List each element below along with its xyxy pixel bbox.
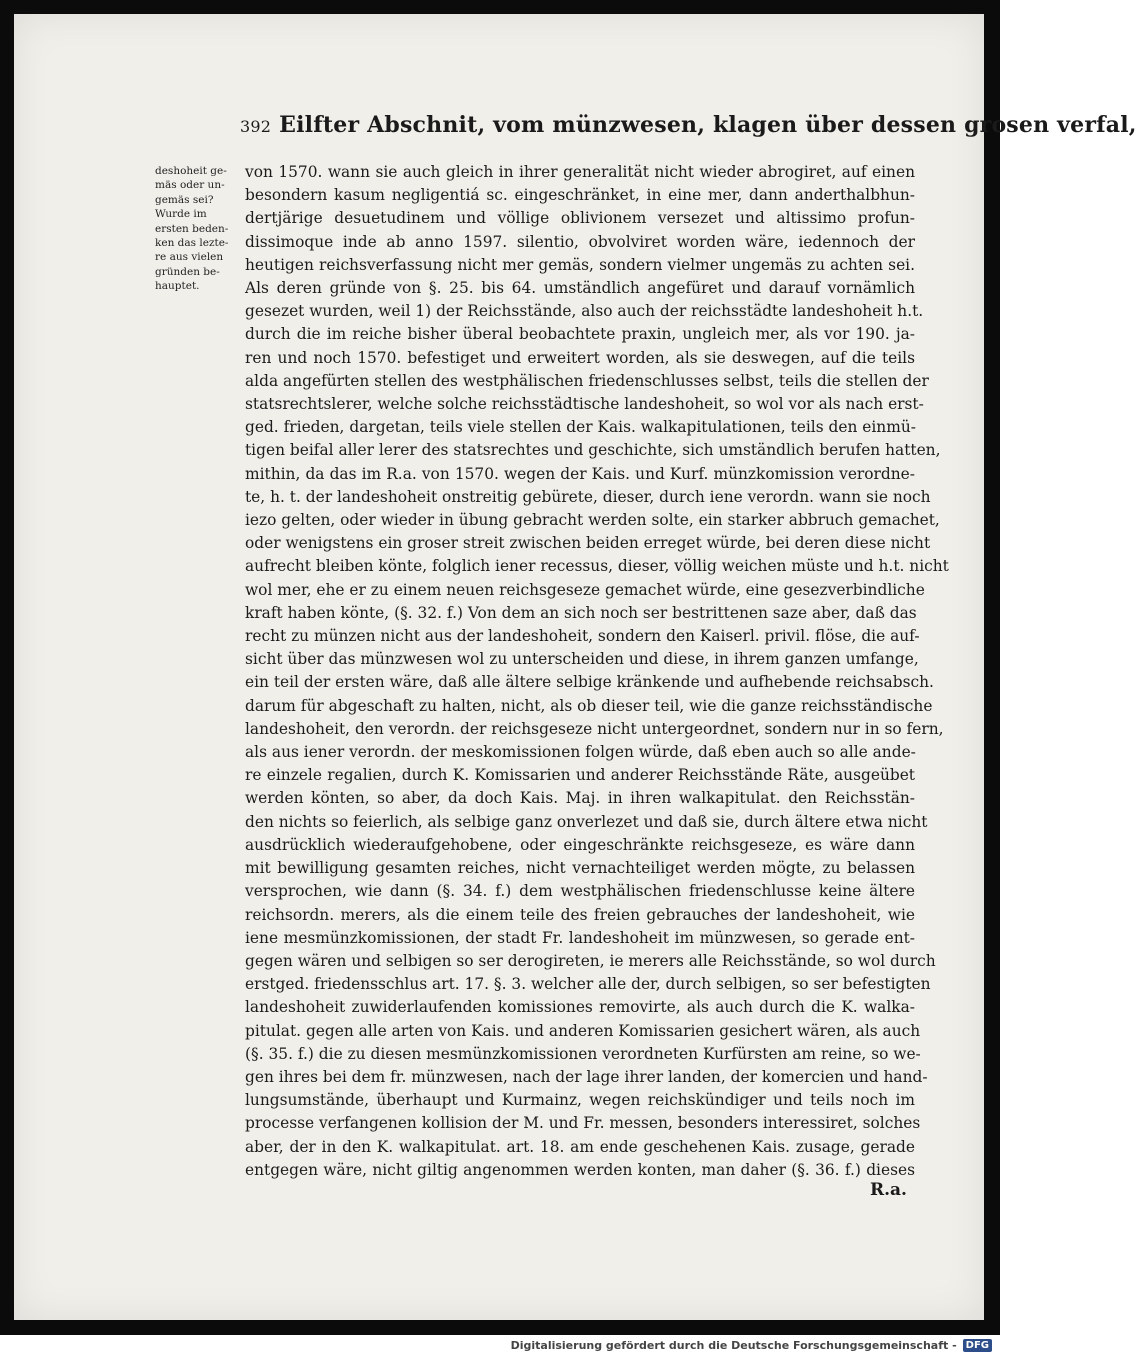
marginal-note-line: re aus vielen: [155, 251, 224, 264]
text-line: aber, der in den K. walkapitulat. art. 18. am ende geschehenen Kais. zusage, gerade: [245, 1137, 915, 1156]
text-line: gegen wären und selbigen so ser derogireten, ie merers alle Reichsstände, so wol durch: [245, 951, 936, 970]
marginal-note-line: deshoheit ge-: [155, 165, 227, 177]
text-line: aufrecht bleiben könte, folglich iener recessus, dieser, völlig weichen müste und h.t. nicht: [245, 557, 949, 576]
text-line: reichsordn. merers, als die einem teile des freien gebrauches der landeshoheit, wie: [245, 905, 915, 924]
text-line: iezo gelten, oder wieder in übung gebracht werden solte, ein starker abbruch gemachet,: [245, 511, 940, 530]
text-line: mithin, da das im R.a. von 1570. wegen der Kais. und Kurf. münzkomission verordne-: [245, 464, 915, 483]
text-line: Als deren gründe von §. 25. bis 64. umständlich angefüret und darauf vornämlich: [245, 279, 915, 298]
text-line: den nichts so feierlich, als selbige ganz onverlezet und daß sie, durch ältere etwa nicht: [245, 812, 928, 831]
text-line: dissimoque inde ab anno 1597. silentio, obvolviret worden wäre, iedennoch der: [245, 232, 915, 251]
text-line: kraft haben könte, (§. 32. f.) Von dem an sich noch ser bestrittenen saze aber, daß das: [245, 603, 917, 622]
text-line: processe verfangenen kollision der M. und Fr. messen, besonders interessiret, solches: [245, 1114, 921, 1133]
text-line: gesezet wurden, weil 1) der Reichsstände, also auch der reichsstädte landeshoheit h.t.: [245, 302, 924, 321]
marginal-note-line: gründen be-: [155, 265, 220, 278]
text-line: erstged. friedensschlus art. 17. §. 3. welcher alle der, durch selbigen, so ser befestigten: [245, 975, 931, 994]
dfg-logo-icon: DFG: [963, 1339, 992, 1352]
running-title: Eilfter Abschnit, vom münzwesen, klagen über dessen grosen verfal,: [279, 112, 1137, 138]
marginal-note-line: gemäs sei?: [155, 193, 214, 206]
text-line: darum für abgeschaft zu halten, nicht, als ob dieser teil, wie die ganze reichsständische: [245, 696, 933, 715]
marginal-note-line: hauptet.: [155, 280, 200, 293]
text-line: landeshoheit zuwiderlaufenden komissiones removirte, als auch durch die K. walka-: [245, 998, 915, 1017]
text-line: mit bewilligung gesamten reiches, nicht vernachteiliget werden mögte, zu belassen: [245, 859, 915, 878]
text-line: ein teil der ersten wäre, daß alle ältere selbige kränkende und aufhebende reichsabsch.: [245, 673, 934, 692]
text-line: alda angefürten stellen des westphälischen friedenschlusses selbst, teils die stellen der: [245, 371, 929, 390]
marginal-note-line: ersten beden-: [155, 222, 229, 235]
text-line: pitulat. gegen alle arten von Kais. und anderen Komissarien gesichert wären, als auch: [245, 1021, 921, 1040]
text-line: statsrechtslerer, welche solche reichsstädtische landeshoheit, so wol vor als nach erst-: [245, 395, 924, 414]
text-line: gen ihres bei dem fr. münzwesen, nach der lage ihrer landen, der komercien und hand-: [245, 1067, 928, 1086]
text-line: sicht über das münzwesen wol zu unterscheiden und diese, in ihrem ganzen umfange,: [245, 650, 919, 669]
text-line: re einzele regalien, durch K. Komissarien und anderer Reichsstände Räte, ausgeübet: [245, 766, 915, 785]
text-line: tigen beifal aller lerer des statsrechtes und geschichte, sich umständlich berufen hatten,: [245, 441, 941, 460]
text-line: durch die im reiche bisher überal beobachtete praxin, ungleich mer, als vor 190. ja-: [245, 325, 915, 344]
text-line: wol mer, ehe er zu einem neuen reichsgeseze gemachet würde, eine gesezverbindliche: [245, 580, 925, 599]
text-line: oder wenigstens ein groser streit zwischen beiden erreget würde, bei deren diese nicht: [245, 534, 931, 553]
text-line: ged. frieden, dargetan, teils viele stellen der Kais. walkapitulationen, teils den einmü-: [245, 418, 916, 437]
text-line: recht zu münzen nicht aus der landeshoheit, sondern den Kaiserl. privil. flöse, die auf-: [245, 627, 920, 646]
text-line: ren und noch 1570. befestiget und erweitert worden, als sie deswegen, auf die teils: [245, 348, 915, 367]
text-line: dertjärige desuetudinem und völlige oblivionem versezet und altissimo profun-: [245, 209, 915, 228]
text-line: heutigen reichsverfassung nicht mer gemäs, sondern vielmer ungemäs zu achten sei.: [245, 255, 915, 274]
marginal-note: [155, 164, 237, 294]
text-line: ausdrücklich wiederaufgehobene, oder eingeschränkte reichsgeseze, es wäre dann: [245, 835, 915, 854]
body-text: [245, 161, 949, 1182]
text-line: landeshoheit, den verordn. der reichsgeseze nicht untergeordnet, sondern nur in so fern,: [245, 719, 944, 738]
marginal-note-line: Wurde im: [155, 208, 207, 221]
text-line: entgegen wäre, nicht giltig angenommen werden konten, man daher (§. 36. f.) dieses: [245, 1160, 915, 1179]
text-line: (§. 35. f.) die zu diesen mesmünzkomissionen verordneten Kurfürsten am reine, so we-: [245, 1044, 921, 1063]
text-line: iene mesmünzkomissionen, der stadt Fr. landeshoheit im münzwesen, so gerade ent-: [245, 928, 915, 947]
marginal-note-line: mäs oder un-: [155, 179, 225, 192]
digitization-footer: [0, 1335, 1000, 1355]
text-line: lungsumstände, überhaupt und Kurmainz, wegen reichskündiger und teils noch im: [245, 1091, 915, 1110]
catchword: R.a.: [870, 1180, 907, 1200]
text-line: te, h. t. der landeshoheit onstreitig gebürete, dieser, durch iene verordn. wann sie noch: [245, 487, 931, 506]
running-header: [240, 112, 1137, 138]
text-line: von 1570. wann sie auch gleich in ihrer generalität nicht wieder abrogiret, auf einen: [245, 163, 915, 181]
footer-text: Digitalisierung gefördert durch die Deutsche Forschungsgemeinschaft -: [510, 1338, 957, 1352]
text-line: als aus iener verordn. der meskomissionen folgen würde, daß eben auch so alle ande-: [245, 743, 916, 762]
text-line: werden könten, so aber, da doch Kais. Maj. in ihren walkapitulat. den Reichsstän-: [245, 789, 915, 808]
text-line: versprochen, wie dann (§. 34. f.) dem westphälischen friedenschlusse keine ältere: [245, 882, 915, 901]
text-line: besondern kasum negligentiá sc. eingeschränket, in eine mer, dann anderthalbhun-: [245, 186, 915, 205]
marginal-note-line: ken das lezte-: [155, 237, 229, 250]
page-number: 392: [240, 117, 272, 136]
